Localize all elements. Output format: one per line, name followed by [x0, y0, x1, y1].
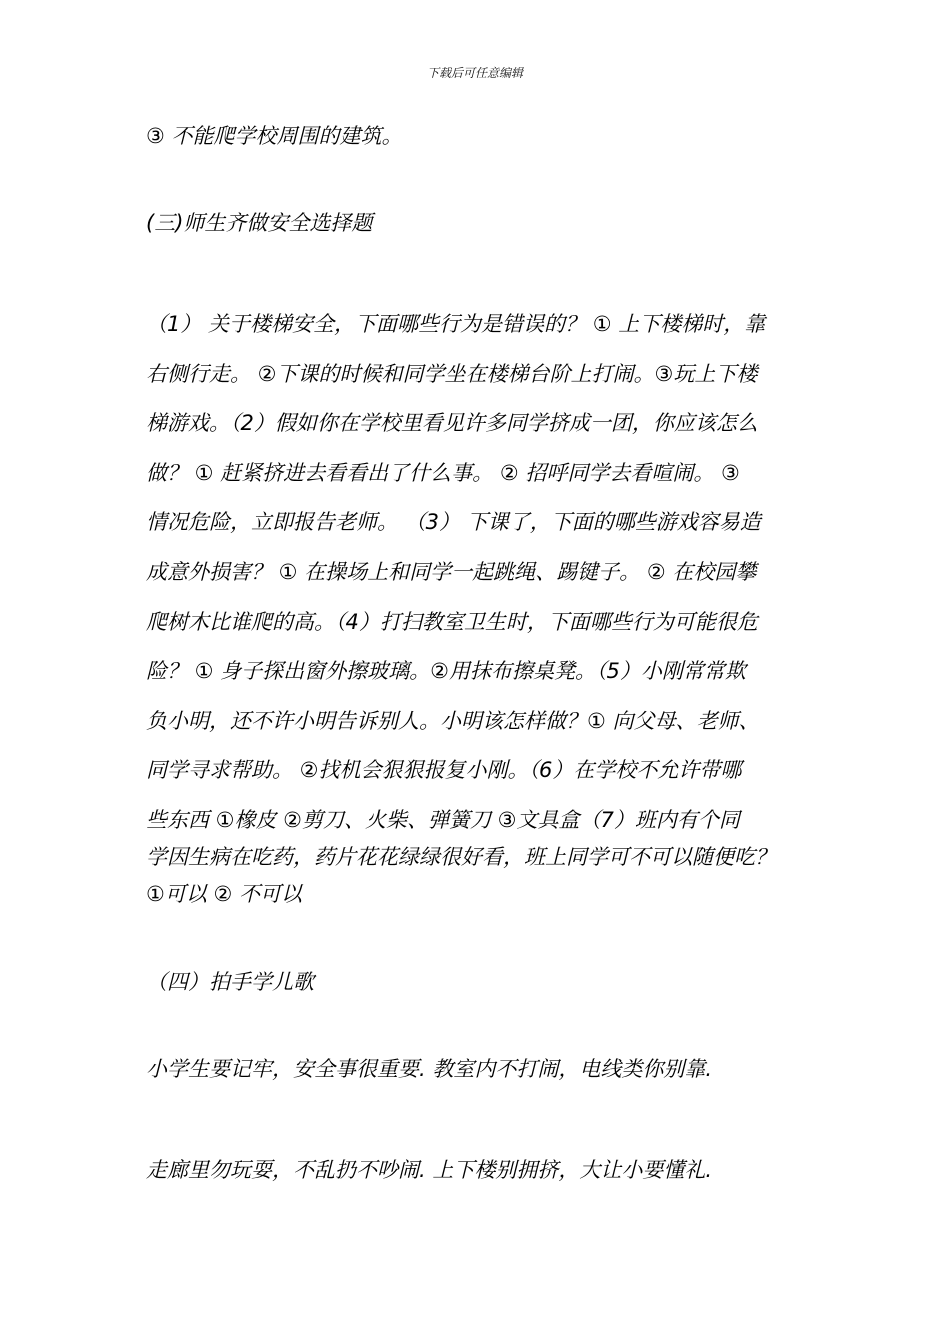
- song-line: 小学生要记牢，安全事很重要. 教室内不打闹，电线类你别靠.: [146, 1057, 713, 1081]
- quiz-line: 同学寻求帮助。 ②找机会狠狠报复小刚。（6）在学校不允许带哪: [146, 758, 742, 783]
- quiz-line: 学因生病在吃药，药片花花绿绿很好看，班上同学可不可以随便吃？: [146, 844, 776, 869]
- quiz-line: 右侧行走。 ②下课的时候和同学坐在楼梯台阶上打闹。③玩上下楼: [146, 361, 758, 386]
- quiz-paragraph: [146, 312, 836, 919]
- quiz-line: 负小明，还不许小明告诉别人。小明该怎样做？① 向父母、老师、: [146, 708, 760, 733]
- quiz-line: 成意外损害？ ① 在操场上和同学一起跳绳、踢键子。 ② 在校园攀: [146, 559, 757, 584]
- rule-item-3: ③ 不能爬学校周围的建筑。: [146, 124, 403, 148]
- song-line: 走廊里勿玩耍，不乱扔不吵闹. 上下楼别拥挤，大让小要懂礼.: [146, 1158, 713, 1182]
- quiz-line: ①可以 ② 不可以: [146, 881, 303, 906]
- quiz-line: （1） 关于楼梯安全，下面哪些行为是错误的？ ① 上下楼梯时，靠: [146, 312, 766, 336]
- quiz-line: 情况危险，立即报告老师。 （3） 下课了，下面的哪些游戏容易造: [146, 510, 761, 535]
- quiz-line: 梯游戏。（2）假如你在学校里看见许多同学挤成一团，你应该怎么: [146, 411, 758, 436]
- section-4-title: （四）拍手学儿歌: [146, 970, 314, 994]
- quiz-line: 爬树木比谁爬的高。（4）打扫教室卫生时，下面哪些行为可能很危: [146, 609, 758, 634]
- quiz-line: 做？ ① 赶紧挤进去看看出了什么事。 ② 招呼同学去看喧闹。 ③: [146, 460, 740, 485]
- section-3-title: (三)师生齐做安全选择题: [146, 211, 373, 235]
- quiz-line: 些东西 ①橡皮 ②剪刀、火柴、弹簧刀 ③文具盒（7）班内有个同: [146, 807, 740, 832]
- page-header: 下载后可任意编辑: [426, 66, 523, 80]
- quiz-line: 险？ ① 身子探出窗外擦玻璃。②用抹布擦桌凳。（5）小刚常常欺: [146, 659, 746, 684]
